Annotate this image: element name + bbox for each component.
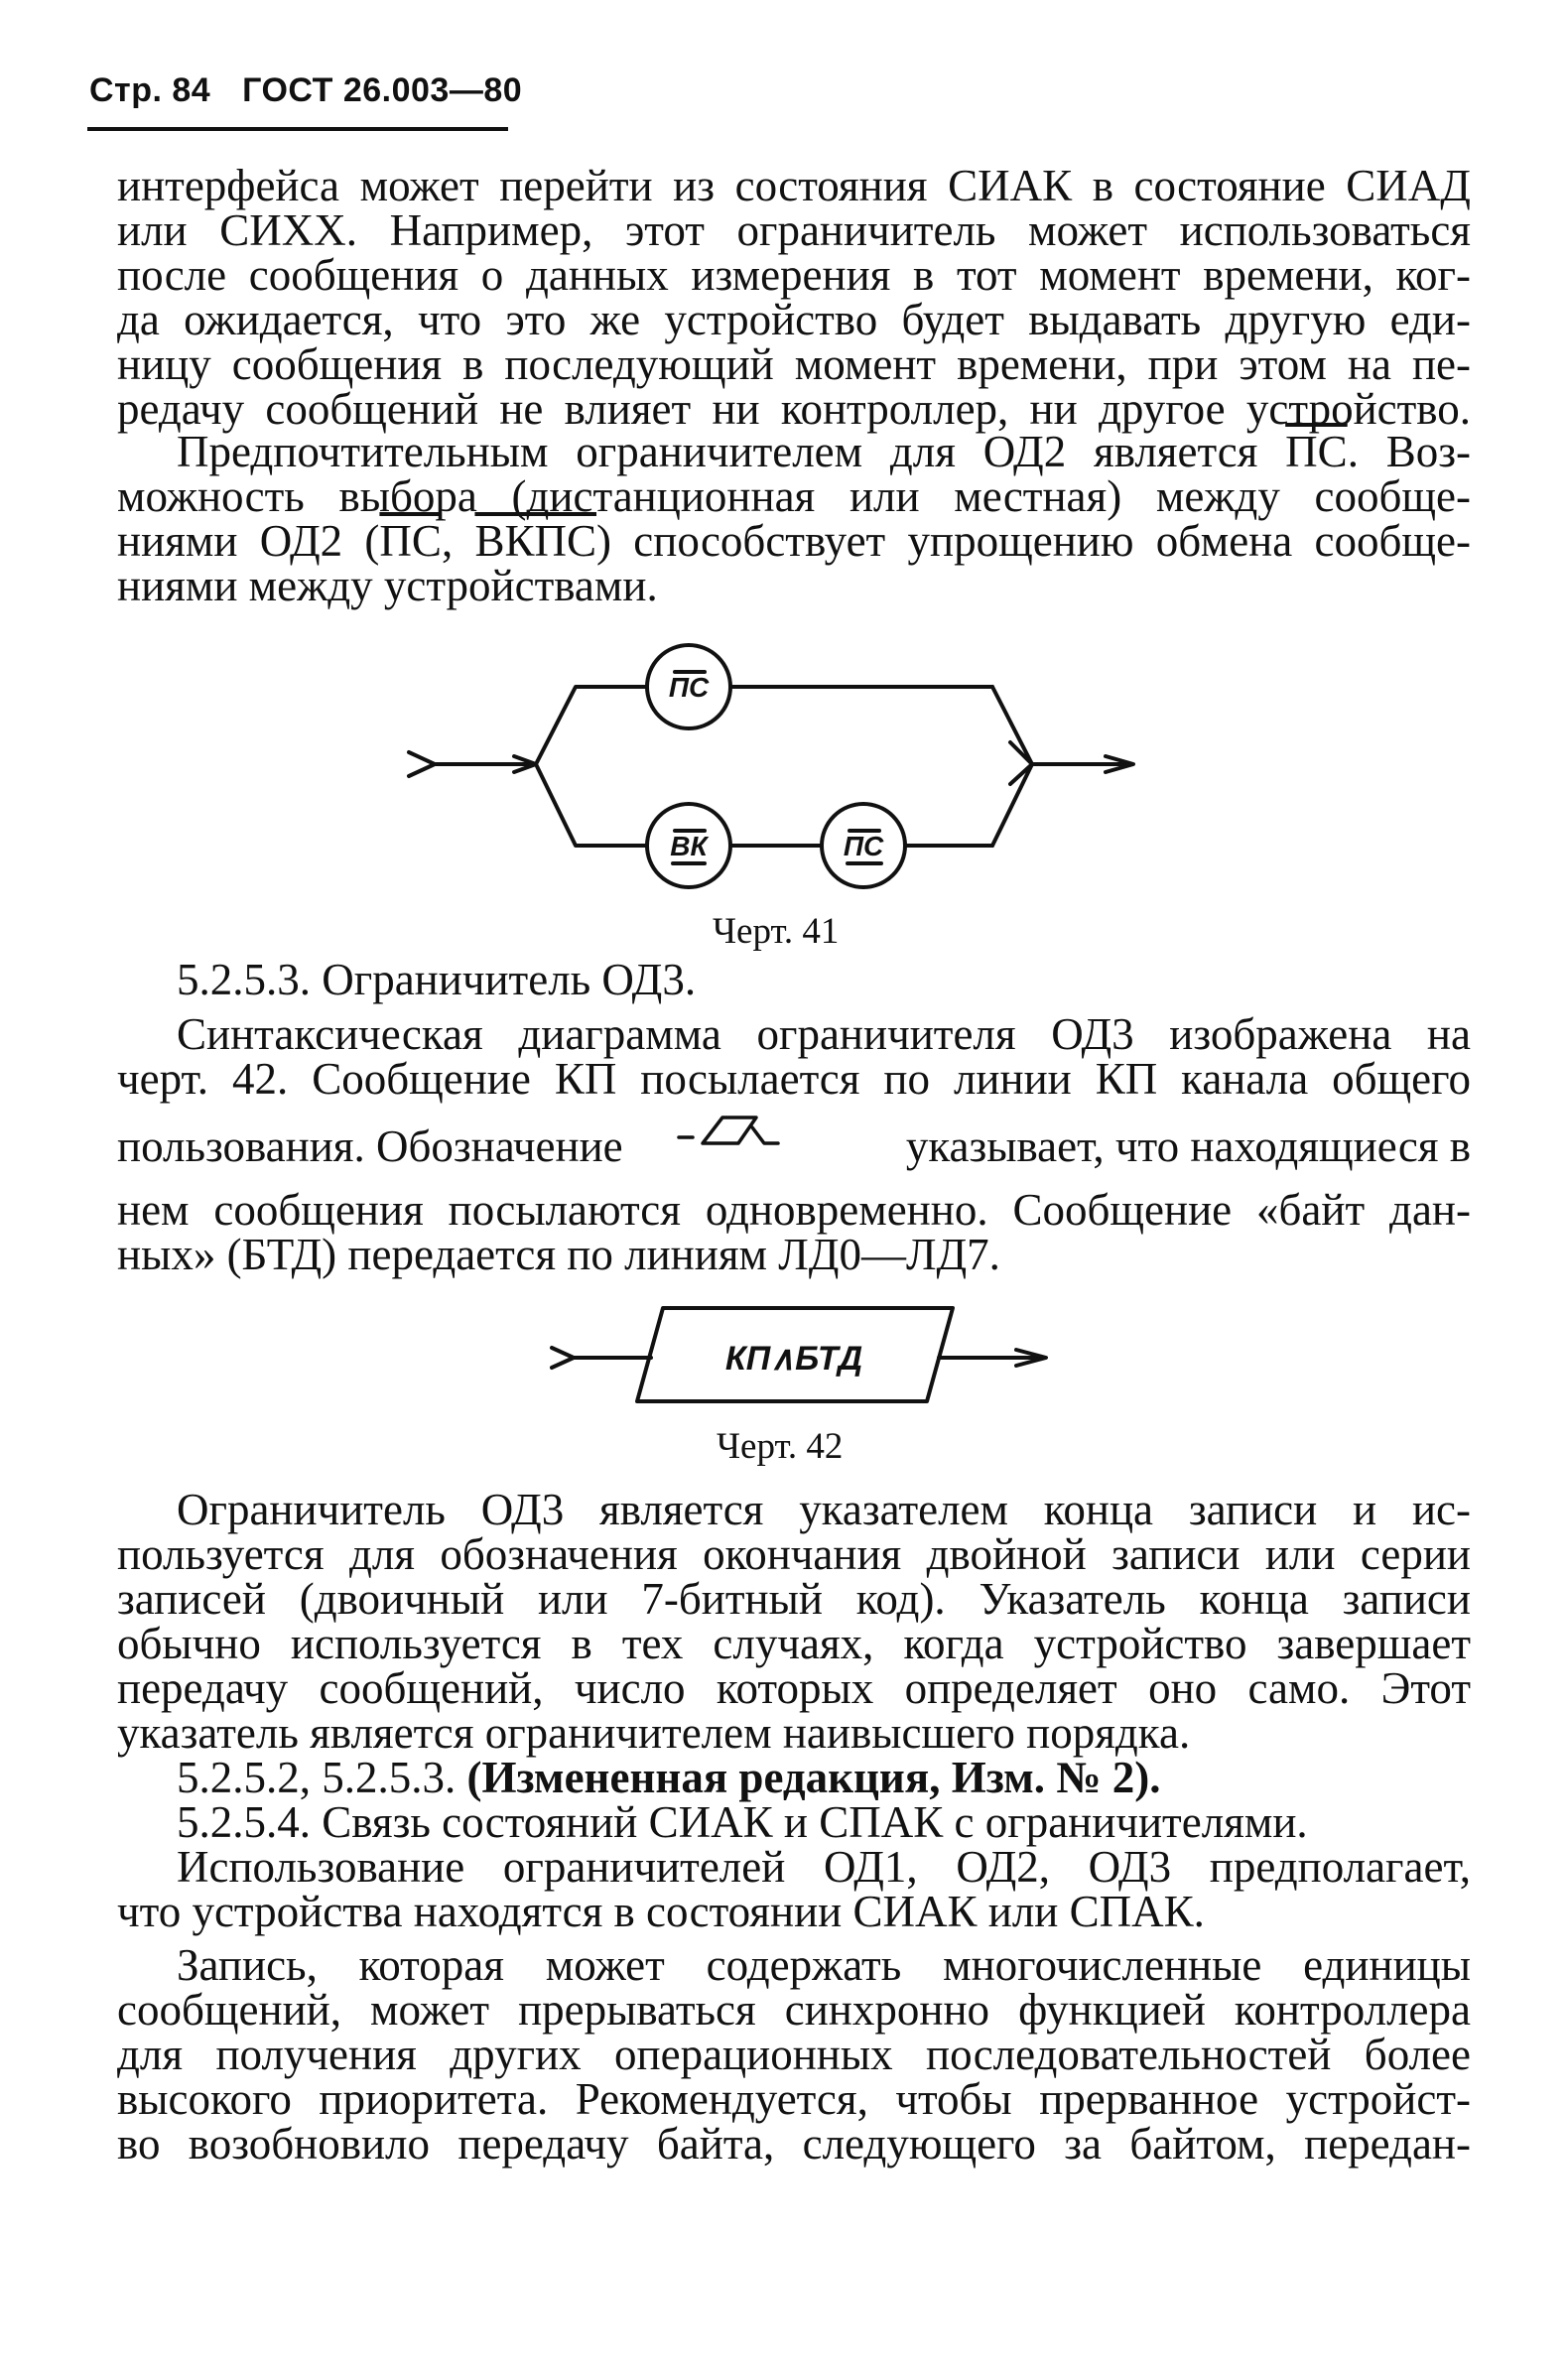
text-line: пользования. Обозначение — [117, 1121, 623, 1171]
paragraph-4 — [117, 1940, 1471, 2169]
syntax-diagram-41 — [397, 635, 1171, 903]
text-line: ниями между устройствами. — [117, 561, 658, 610]
section-heading: 5.2.5.4. Связь состояний СИАК и СПАК с ограничителями. — [177, 1797, 1308, 1847]
node-label: ПС — [668, 672, 710, 703]
box-label: КП∧БТД — [724, 1340, 863, 1378]
figure-caption: Черт. 42 — [717, 1426, 844, 1467]
overlined-term: ВКПС — [474, 516, 597, 566]
entry-arrow — [552, 1348, 574, 1368]
text-line: Синтаксическая диаграмма ограничителя ОД3 изображена на — [177, 1009, 1471, 1059]
paragraph-3 — [117, 1485, 1471, 1936]
text-line: ницу сообщения в последующий момент времени, при этом на пе- — [117, 339, 1471, 389]
text-line: во возобновило передачу байта, следующего за байтом, передан- — [117, 2119, 1471, 2169]
overlined-term: ПС — [379, 516, 442, 566]
text-line: пользуется для обозначения окончания двойной записи или серии — [117, 1529, 1471, 1579]
text-line: для получения других операционных последовательностей более — [117, 2030, 1471, 2079]
overlined-term: ПС — [1285, 427, 1348, 476]
section-5-2-5-3-cont — [117, 1185, 1471, 1279]
text-line: или СИХХ. Например, этот ограничитель может использоваться — [117, 205, 1471, 255]
text-line: передачу сообщений, число которых определяет оно само. Этот — [117, 1663, 1471, 1713]
text-line: Запись, которая может содержать многочисленные единицы — [177, 1940, 1471, 1990]
section-5-2-5-3 — [117, 955, 1471, 1104]
text-line: Ограничитель ОД3 является указателем конца записи и ис- — [177, 1485, 1471, 1534]
text-line: указатель является ограничителем наивысшего порядка. — [117, 1708, 1191, 1758]
doc-number: ГОСТ 26.003—80 — [242, 71, 523, 109]
text-line: что устройства находятся в состоянии СИАК или СПАК. — [117, 1887, 1205, 1936]
text-line: редачу сообщений не влияет ни контроллер, ни другое устройство. — [117, 384, 1471, 434]
text-line: Использование ограничителей ОД1, ОД2, ОД3 предполагает, — [177, 1842, 1471, 1892]
figure-caption: Черт. 41 — [713, 911, 840, 952]
paragraph-1 — [117, 161, 1471, 434]
text-line: записей (двоичный или 7-битный код). Указатель конца записи — [117, 1574, 1471, 1624]
text-line: сообщений, может прерываться синхронно функцией контроллера — [117, 1985, 1471, 2035]
header-rule — [87, 127, 508, 131]
text-line: обычно используется в тех случаях, когда устройство завершает — [117, 1619, 1471, 1668]
text-line: высокого приоритета. Рекомендуется, чтобы прерванное устройст- — [117, 2074, 1471, 2124]
text-line: указывает, что находящиеся в — [905, 1121, 1471, 1171]
node-label: ВК — [670, 831, 708, 861]
text-line: интерфейса может перейти из состояния СИАК в состояние СИАД — [117, 161, 1471, 210]
page-number: Стр. 84 — [89, 71, 211, 109]
text-line: Предпочтительным ограничителем для ОД2 является ПС. Воз- — [177, 427, 1472, 476]
syntax-diagram-42 — [546, 1302, 1062, 1411]
text-line: после сообщения о данных измерения в тот момент времени, ког- — [117, 250, 1471, 300]
paragraph-2 — [117, 427, 1472, 610]
text-line: да ожидается, что это же устройство будет выдавать другую еди- — [117, 295, 1471, 344]
simultaneous-symbol-icon — [675, 1104, 804, 1163]
text-line: нем сообщения посылаются одновременно. Сообщение «байт дан- — [117, 1185, 1471, 1235]
node-label: ПС — [843, 831, 884, 861]
section-heading: 5.2.5.3. Ограничитель ОД3. — [177, 955, 697, 1004]
text-line: ных» (БТД) передается по линиям ЛД0—ЛД7. — [117, 1230, 1000, 1279]
page-header — [89, 71, 544, 110]
entry-arrow — [409, 752, 435, 776]
text-line: ниями ОД2 (ПС, ВКПС) способствует упрощению обмена сообще- — [117, 516, 1471, 566]
text-line: черт. 42. Сообщение КП посылается по линии КП канала общего — [117, 1054, 1471, 1104]
text-line: можность выбора (дистанционная или местная) между сообще- — [117, 471, 1471, 521]
amendment-note: 5.2.5.2, 5.2.5.3. (Измененная редакция, Изм. № 2). — [177, 1753, 1161, 1802]
